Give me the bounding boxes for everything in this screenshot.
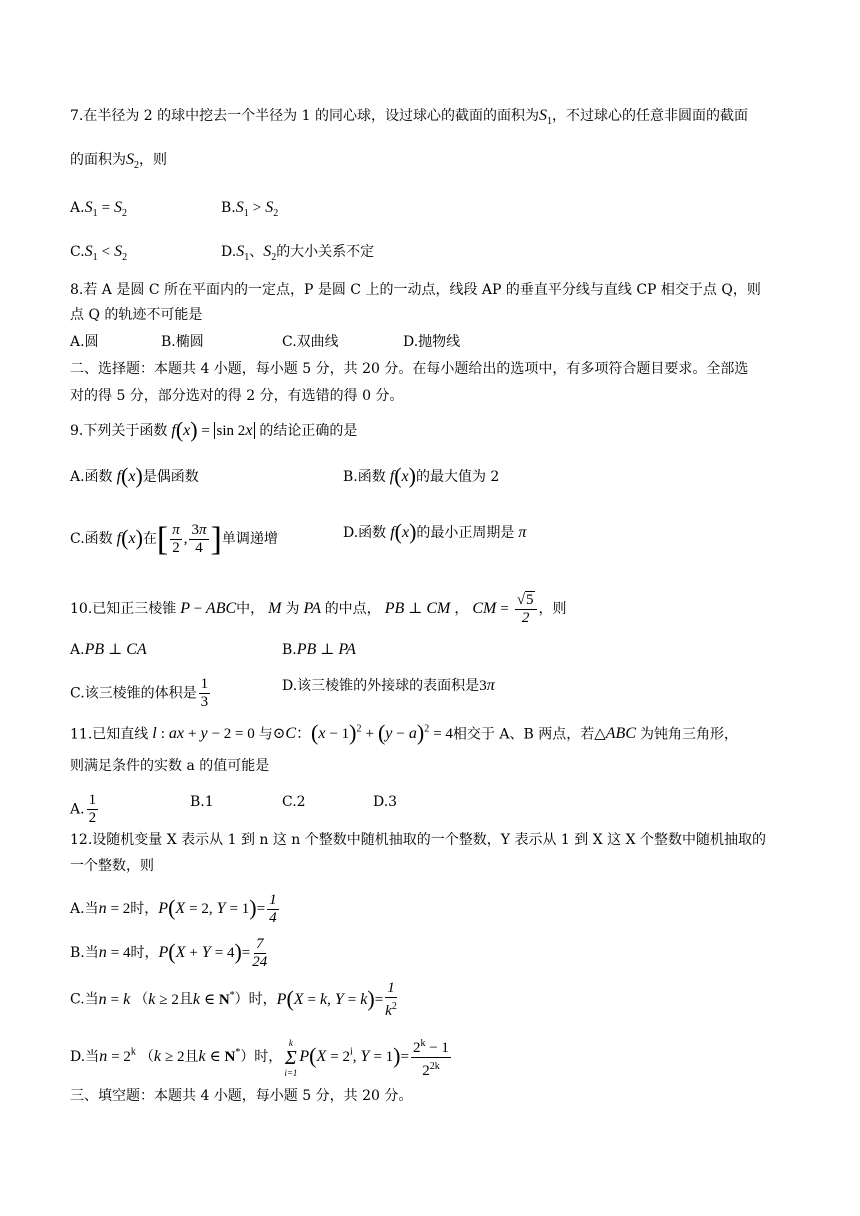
q11-option-a-formula: $\frac{1}{2}$ — [88, 792, 97, 826]
q11-line2: 则满足条件的实数 a 的值可能是 — [70, 758, 270, 774]
q10-option-d-formula: 3π — [479, 677, 495, 694]
q12-line1: 12.设随机变量 X 表示从 1 到 n 这 n 个整数中随机抽取的一个整数，Y 表示从 1 到 X 这 X 个整数中随机抽取的 — [70, 832, 767, 848]
q11-option-b: B.1 — [190, 794, 214, 810]
section3-heading: 三、填空题：本题共 4 小题，每小题 5 分，共 20 分。 — [70, 1088, 413, 1104]
q9-option-c-b: 在 — [142, 531, 157, 548]
q10-option-b-label: B. — [282, 642, 297, 658]
formula-s1: $S_1$ — [538, 107, 552, 128]
q7-option-b — [221, 198, 278, 224]
q11-option-d: D.3 — [373, 794, 398, 810]
q11-option-a — [70, 792, 100, 827]
q9-stem — [70, 417, 358, 442]
q10-option-d — [282, 676, 495, 696]
q11-stem-a: 11.已知直线 — [70, 726, 149, 743]
q7-text-d: ，则 — [139, 152, 167, 168]
q7-option-c-label: C. — [70, 244, 85, 260]
q12-line2: 一个整数，则 — [70, 858, 154, 874]
q9-option-d — [343, 519, 527, 544]
q12-option-d-formula: k Σ i=1 $P(X = 2^i$, Y = 1)= $\frac{2^k - 1}{2^{2k}}$ — [282, 1048, 453, 1065]
q9-function-formula: f(x) = sin 2x — [167, 422, 259, 439]
q9-option-c — [70, 522, 278, 557]
q10-option-b — [282, 640, 356, 660]
q7-line1 — [70, 106, 748, 132]
q12-option-a-condition: n = 2 — [98, 900, 131, 918]
q12-option-c-formula: P(X = k, Y = k)= $\frac{1}{k^2}$ — [276, 980, 397, 1019]
q9-option-a-a: A.函数 — [70, 469, 113, 485]
q9-option-b-b: 的最大值为 2 — [415, 469, 500, 485]
q9-option-a-formula: f(x) — [112, 463, 143, 488]
q11-stem-d: 为钝角三角形， — [640, 726, 738, 743]
q10-option-c-formula: $\frac{1}{3}$ — [200, 676, 209, 710]
q10-formula-cm: CM = $\frac{√5}{2}$ — [468, 600, 538, 617]
q11-circle-formula: ⊙C：$(x - 1)^2 + (y - a)^2 = 4$ — [272, 720, 453, 746]
q10-formula-m: M — [264, 600, 286, 618]
q7-line2 — [70, 150, 167, 176]
q12-option-d-cond2: k ∈ N* — [198, 1047, 241, 1066]
q7-option-a-label: A. — [70, 200, 85, 216]
q7-option-c-formula: $S_1 < S_2$ — [84, 243, 128, 264]
q7-option-a-formula: $S_1 = S_2$ — [84, 199, 128, 220]
q9-option-c-formula: f(x) — [112, 525, 143, 551]
q9-option-b-a: B.函数 — [343, 469, 386, 485]
q12-option-c-b: （ — [134, 991, 149, 1008]
q9-option-d-pi: π — [514, 524, 527, 541]
formula-s2: $S_2$ — [126, 151, 139, 172]
q7-option-a — [70, 198, 127, 224]
q10-option-c-text: C.该三棱锥的体积是 — [70, 685, 197, 702]
q10-formula-perp: PB ⊥ CM — [380, 600, 455, 618]
q12-option-c-c: 且 — [178, 991, 193, 1008]
q8-option-a: A.圆 — [70, 334, 99, 350]
q10-option-a-formula: PB ⊥ CA — [84, 641, 147, 658]
section2-heading-line1: 二、选择题：本题共 4 小题，每小题 5 分，共 20 分。在每小题给出的选项中，有多项符合题目要求。全部选 — [70, 361, 749, 377]
q12-option-a-a: A.当 — [70, 901, 99, 918]
q10-formula-pa: PA — [299, 600, 325, 618]
q12-option-b-b: 时， — [130, 945, 159, 962]
q10-stem-b: 中， — [236, 601, 265, 618]
q12-option-d-c: 且 — [184, 1049, 199, 1066]
q10-stem — [70, 592, 567, 627]
q11-option-c: C.2 — [282, 794, 306, 810]
q7-text-c: 的面积为 — [70, 152, 126, 168]
q10-stem-d: 的中点， — [324, 601, 381, 618]
q10-option-a — [70, 640, 147, 660]
q8-option-b: B.椭圆 — [161, 334, 204, 350]
q10-stem-e: ， — [454, 601, 469, 618]
q7-text-b: ，不过球心的任意非圆面的截面 — [551, 108, 748, 124]
q7-option-b-formula: $S_1 > S_2$ — [235, 199, 279, 220]
q12-option-c — [70, 980, 399, 1020]
q8-line1: 8.若 A 是圆 C 所在平面内的一定点，P 是圆 C 上的一动点，线段 AP 的垂直平分线与直线 CP 相交于点 Q，则 — [70, 282, 761, 298]
q12-option-d-a: D.当 — [70, 1049, 100, 1066]
q11-triangle-formula: △ABC — [594, 725, 640, 743]
q12-option-c-a: C.当 — [70, 991, 99, 1008]
q7-option-c — [70, 242, 127, 268]
q12-option-b-condition: n = 4 — [98, 944, 131, 962]
q11-stem-c: 相交于 A、B 两点，若 — [452, 726, 595, 743]
q12-option-d-b: （ — [139, 1049, 154, 1066]
q9-option-a-b: 是偶函数 — [142, 469, 199, 485]
q7-option-d-label: D. — [221, 244, 237, 260]
q12-option-d-cond1: k ≥ 2 — [153, 1048, 185, 1066]
q10-stem-c: 为 — [285, 601, 300, 618]
q9-option-c-a: C.函数 — [70, 531, 113, 548]
q7-option-d-text: 的大小关系不定 — [276, 244, 375, 260]
q12-option-c-cond2: k ∈ N* — [192, 989, 235, 1008]
q10-stem-f: ，则 — [538, 601, 567, 618]
q11-stem-b: 与 — [258, 726, 273, 743]
q10-formula-pyramid: P − ABC — [176, 600, 237, 618]
q10-option-c — [70, 676, 212, 711]
q10-stem-a: 10.已知正三棱锥 — [70, 601, 177, 618]
q8-line2: 点 Q 的轨迹不可能是 — [70, 307, 203, 323]
q12-option-a-b: 时， — [130, 901, 159, 918]
q9-option-d-a: D.函数 — [343, 525, 387, 541]
q12-option-a — [70, 892, 281, 927]
q12-option-b-formula: P(X + Y = 4)= $\frac{7}{24}$ — [158, 936, 268, 970]
q12-option-b — [70, 936, 269, 971]
q7-text-a: 7.在半径为 2 的球中挖去一个半径为 1 的同心球，设过球心的截面的面积为 — [70, 108, 539, 124]
q11-line-formula: l : ax + y − 2 = 0 — [148, 725, 255, 743]
q9-option-b — [343, 463, 500, 488]
section2-heading-line2: 对的得 5 分，部分选对的得 2 分，有选错的得 0 分。 — [70, 388, 404, 404]
q12-option-d-n: $n = 2^k$ — [99, 1046, 136, 1066]
q8-option-c: C.双曲线 — [282, 334, 339, 350]
q9-option-d-b: 的最小正周期是 — [416, 525, 515, 541]
q10-option-d-text: D.该三棱锥的外接球的表面积是 — [282, 678, 480, 694]
q9-option-d-formula: f(x) — [386, 519, 417, 544]
q12-option-d-d: ）时， — [240, 1049, 283, 1066]
q11-stem — [70, 720, 738, 744]
q9-interval-formula: [ $\frac{\pi}{2}$ , $\frac{3\pi}{4}$ ] — [156, 521, 222, 559]
q9-option-b-formula: f(x) — [385, 463, 416, 488]
q10-option-b-formula: PB ⊥ PA — [296, 641, 356, 658]
q7-option-b-label: B. — [221, 200, 236, 216]
q9-stem-b: 的结论正确的是 — [259, 423, 358, 439]
q11-option-a-label: A. — [70, 801, 85, 818]
q12-option-c-d: ）时， — [234, 991, 277, 1008]
q10-option-a-label: A. — [70, 642, 85, 658]
q12-option-a-formula: P(X = 2, Y = 1)= $\frac{1}{4}$ — [158, 892, 277, 926]
q7-option-d — [221, 242, 374, 268]
q9-stem-a: 9.下列关于函数 — [70, 423, 168, 439]
q9-option-c-c: 单调递增 — [221, 531, 278, 548]
q12-option-c-cond1: k ≥ 2 — [148, 990, 179, 1008]
q12-option-b-a: B.当 — [70, 945, 99, 962]
q9-option-a — [70, 463, 199, 488]
q12-option-c-n: n = k — [98, 990, 135, 1008]
q7-option-d-formula: $S_1$、$S_2$ — [236, 243, 277, 264]
q8-option-d: D.抛物线 — [403, 334, 461, 350]
q12-option-d — [70, 1035, 453, 1080]
